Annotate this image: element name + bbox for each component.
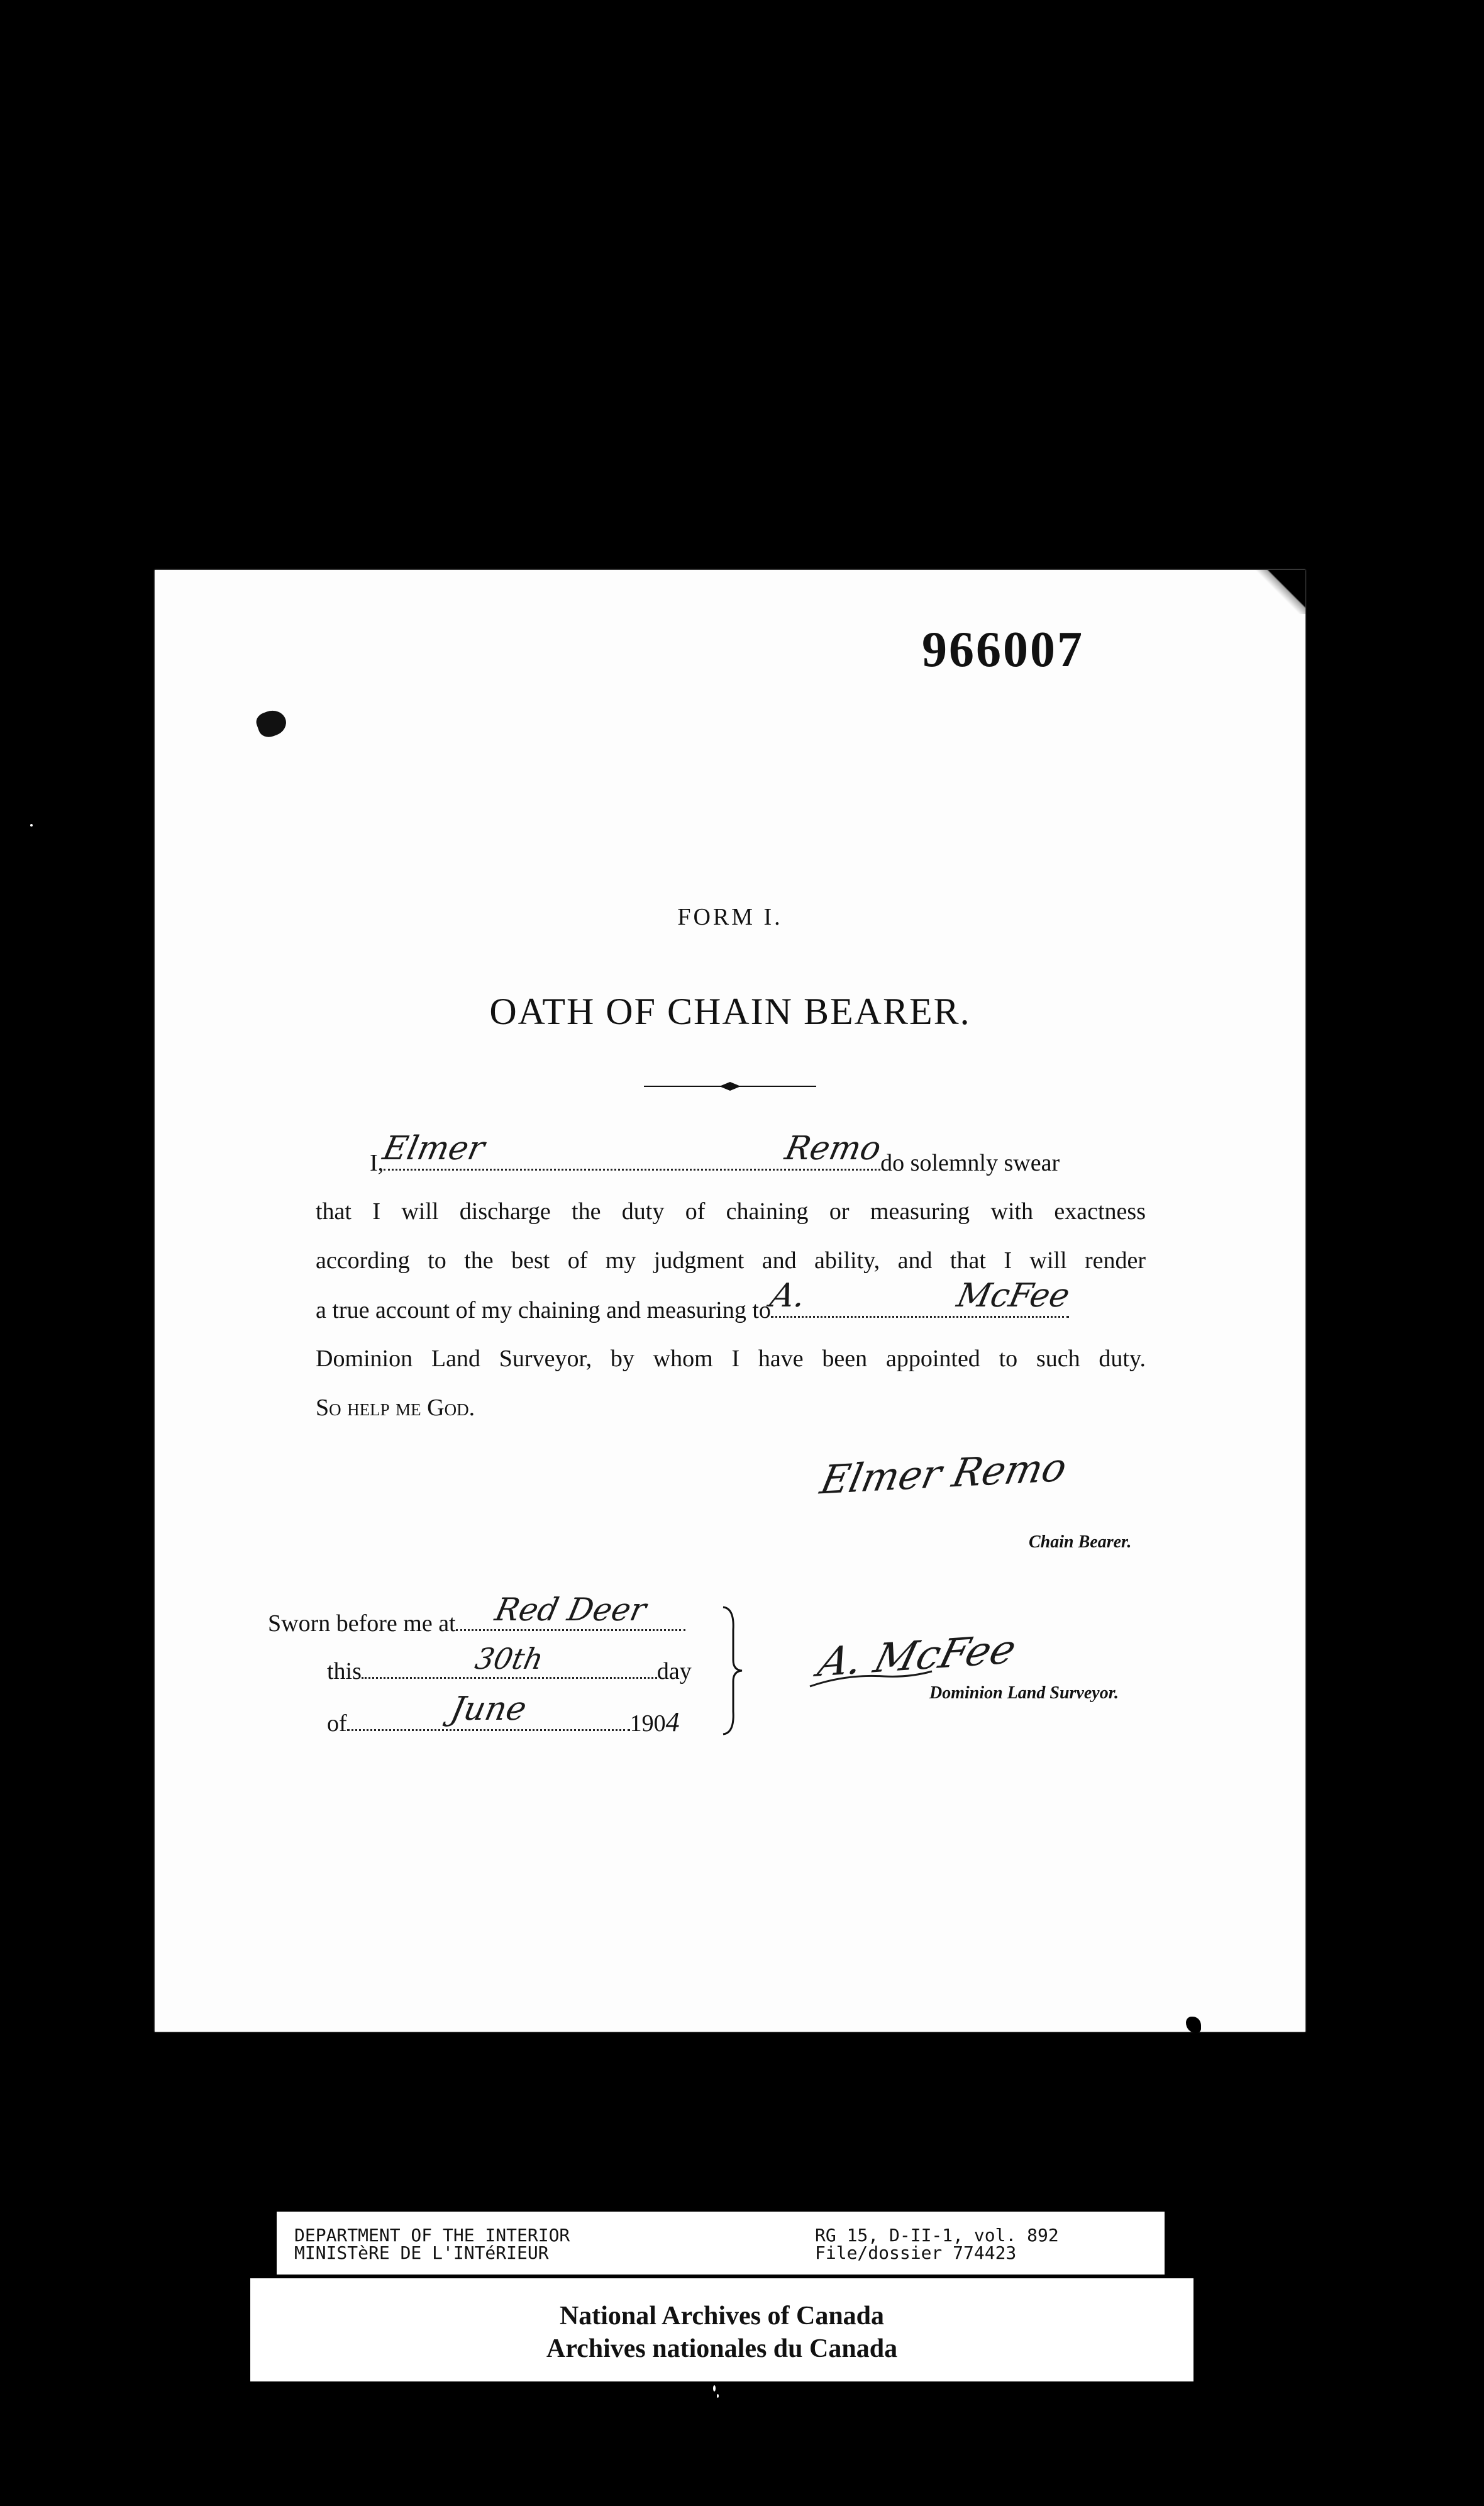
oath-line-5: Dominion Land Surveyor, by whom I have been appointed to such duty. — [316, 1345, 1146, 1372]
file-number: File/dossier 774423 — [815, 2242, 1017, 2263]
sworn-line-place — [268, 1591, 685, 1637]
oath-line-4-prefix: a true account of my chaining and measuring to — [316, 1297, 771, 1323]
national-archives-label — [250, 2278, 1193, 2381]
oath-line-4 — [316, 1277, 1146, 1324]
place-field — [456, 1591, 685, 1631]
department-names — [294, 2227, 570, 2262]
dust-speck — [717, 2394, 719, 2398]
oath-line-1-suffix: do solemnly swear — [880, 1150, 1060, 1176]
day-handwriting: 30th — [472, 1642, 546, 1676]
record-group-reference: RG 15, D-II-1, vol. 892 — [815, 2225, 1059, 2246]
file-reference — [815, 2227, 1059, 2262]
bearer-name-field — [379, 1130, 885, 1171]
place-handwriting: Red Deer — [491, 1591, 650, 1628]
oath-title: OATH OF CHAIN BEARER. — [489, 991, 971, 1032]
day-field — [362, 1642, 657, 1679]
day-label: day — [656, 1658, 692, 1685]
surveyor-name-handwriting: A. McFee — [767, 1277, 1073, 1315]
sworn-label: Sworn before me at — [268, 1610, 456, 1637]
oath-line-2: that I will discharge the duty of chaining or measuring with exactness — [316, 1198, 1146, 1225]
dust-speck — [713, 2385, 716, 2392]
surveyor-name-field — [767, 1277, 1073, 1318]
document-sheet — [155, 570, 1305, 2032]
this-label: this — [327, 1658, 362, 1685]
punch-hole-mark — [254, 706, 290, 740]
department-reference-label — [277, 2212, 1165, 2275]
year-handwritten-digit: 4 — [665, 1707, 680, 1737]
sworn-line-day — [327, 1642, 692, 1685]
sworn-brace — [721, 1605, 746, 1737]
chain-bearer-signature: Elmer Remo — [816, 1444, 1071, 1503]
department-en: DEPARTMENT OF THE INTERIOR — [294, 2225, 570, 2246]
oath-prefix: I, — [370, 1150, 384, 1176]
edge-tear — [1186, 2017, 1201, 2033]
oath-line-3: according to the best of my judgment and ability, and that I will render — [316, 1247, 1146, 1274]
department-fr: MINISTèRE DE L'INTéRIEUR — [294, 2242, 549, 2263]
year-printed: 190 — [629, 1710, 666, 1737]
surveyor-signature: A. McFee — [813, 1626, 1021, 1686]
month-handwriting: June — [446, 1690, 530, 1728]
archives-name-fr: Archives nationales du Canada — [546, 2334, 898, 2363]
bearer-name-handwriting: Elmer Remo — [379, 1130, 885, 1167]
of-label: of — [327, 1710, 347, 1737]
sworn-line-month — [327, 1690, 680, 1738]
oath-line-1 — [316, 1130, 1146, 1177]
title-ornament-rule — [644, 1079, 816, 1093]
oath-line-6: So help me God. — [316, 1395, 475, 1421]
archives-name-en: National Archives of Canada — [559, 2302, 885, 2331]
chain-bearer-caption: Chain Bearer. — [1029, 1532, 1132, 1552]
month-field — [347, 1690, 630, 1731]
form-label: FORM I. — [677, 904, 783, 930]
signature-flourish — [809, 1668, 934, 1693]
document-number: 966007 — [922, 622, 1084, 677]
surveyor-caption: Dominion Land Surveyor. — [929, 1683, 1119, 1703]
folded-corner — [1253, 570, 1305, 614]
dust-speck — [30, 824, 33, 827]
